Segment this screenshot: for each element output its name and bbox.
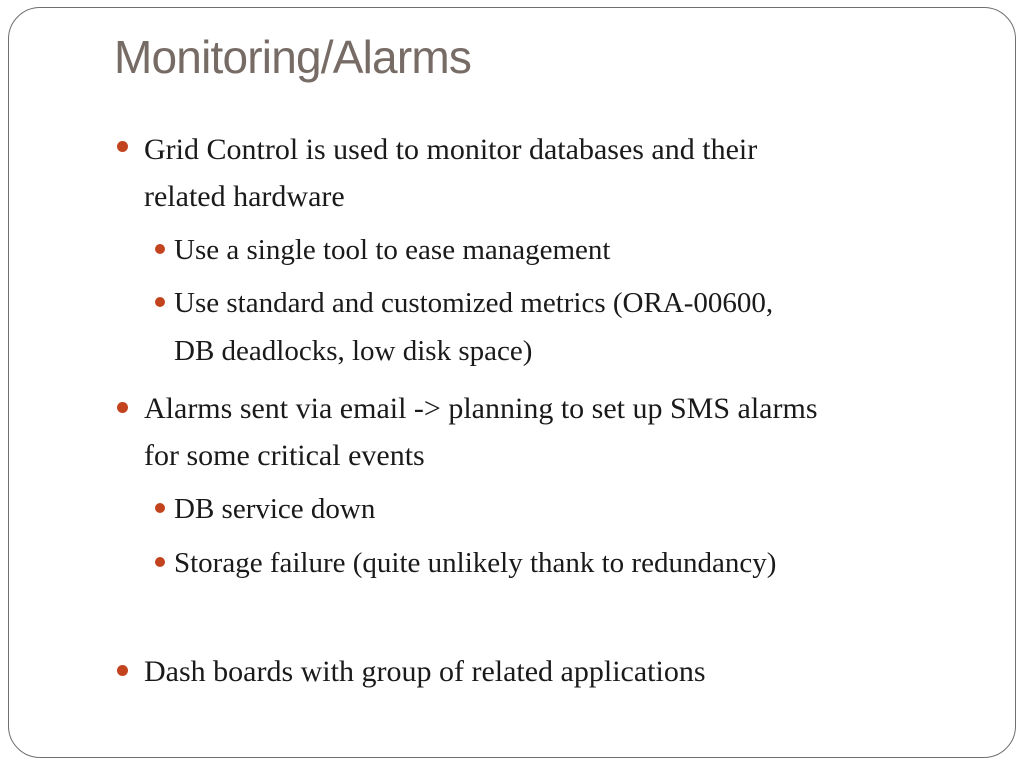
bullet-item [144, 385, 818, 479]
bullet-dot [117, 141, 128, 152]
sub-bullet-text-line: Use a single tool to ease management [174, 234, 611, 266]
bullet-item [144, 126, 757, 220]
bullet-text-line: Dash boards with group of related applications [144, 655, 706, 688]
slide-title: Monitoring/Alarms [114, 31, 472, 83]
sub-bullet-text-line: DB service down [174, 493, 376, 525]
sub-bullet-item [174, 279, 773, 375]
sub-bullet-dot [155, 557, 165, 567]
sub-bullet-dot [155, 244, 165, 254]
slide-frame [8, 7, 1016, 758]
sub-bullet-dot [155, 503, 165, 513]
sub-bullet-text-line: DB deadlocks, low disk space) [174, 335, 533, 367]
bullet-dot [117, 665, 128, 676]
sub-bullet-item [174, 226, 610, 274]
bullet-dot [117, 402, 128, 413]
sub-bullet-text-line: Use standard and customized metrics (ORA-00600, [174, 287, 774, 319]
sub-bullet-item [174, 485, 375, 533]
bullet-text-line: related hardware [144, 180, 345, 213]
bullet-text-line: Alarms sent via email -> planning to set up SMS alarms [144, 392, 818, 425]
bullet-text-line: for some critical events [144, 439, 425, 472]
sub-bullet-text-line: Storage failure (quite unlikely thank to redundancy) [174, 547, 777, 579]
bullet-text-line: Grid Control is used to monitor databases and their [144, 133, 758, 166]
bullet-item [144, 648, 706, 695]
sub-bullet-dot [155, 297, 165, 307]
sub-bullet-item [174, 539, 776, 587]
